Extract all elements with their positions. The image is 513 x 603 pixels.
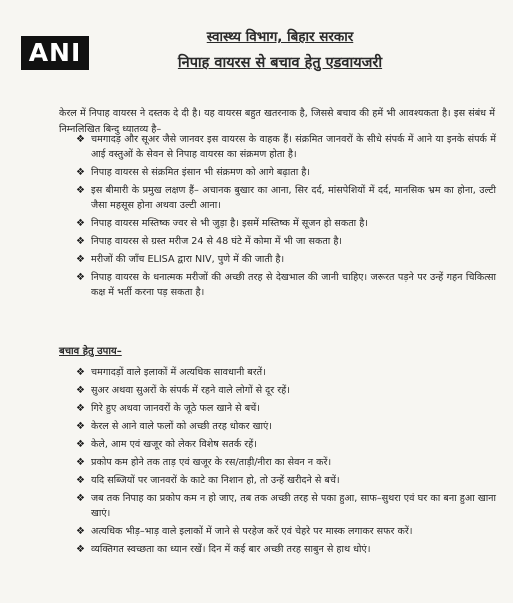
bullet-icon: ❖ [76, 526, 85, 537]
list-item [76, 419, 496, 434]
list-item-text: निपाह वायरस से संक्रमित इंसान भी संक्रमण को आगे बढ़ाता है। [91, 167, 311, 178]
list-item-text: यदि सब्जियों पर जानवरों के काटे का निशान हो, तो उन्हें खरीदने से बचें। [91, 475, 340, 486]
bullet-icon: ❖ [76, 236, 85, 247]
bullet-icon: ❖ [76, 439, 85, 450]
list-item [76, 365, 496, 380]
list-item [76, 524, 496, 539]
list-item-text: चमगादड़ और सूअर जैसे जानवर इस वायरस के वाहक हैं। संक्रमित जानवरों के सीधे संपर्क में आने या इनके संपर्क में आई वस्तुओं के सेवन से निपाह वायरस का संक्रमण होता है। [91, 134, 496, 160]
list-item-text: मरीजों की जाँच ELISA द्वारा NIV, पुणे में की जाती है। [91, 254, 285, 265]
bullet-icon: ❖ [76, 421, 85, 432]
ani-logo: ANI [21, 36, 89, 70]
prevention-heading: बचाव हेतु उपाय– [59, 346, 122, 357]
intro-paragraph: केरल में निपाह वायरस ने दस्तक दे दी है। यह वायरस बहुत खतरनाक है, जिससे बचाव की हमें भी आवश्यकता है। इस संबंध में निम्नलिखित बिन्दु ध्यातव्य है– [59, 107, 495, 135]
list-item-text: इस बीमारी के प्रमुख लक्षण हैं– अचानक बुखार का आना, सिर दर्द, मांसपेशियों में दर्द, मानसिक भ्रम का होना, उल्टी जैसा महसूस होना अथवा उल्टी आना। [91, 185, 496, 211]
bullet-icon: ❖ [76, 475, 85, 486]
list-item-text: चमगादड़ों वाले इलाकों में अत्यधिक सावधानी बरतें। [91, 367, 266, 378]
list-item-text: निपाह वायरस के धनात्मक मरीजों की अच्छी तरह से देखभाल की जानी चाहिए। जरूरत पड़ने पर उन्हें गहन चिकित्सा कक्ष में भर्ती करना पड़ सकता है। [91, 272, 496, 298]
advisory-title: निपाह वायरस से बचाव हेतु एडवायजरी [177, 55, 383, 71]
bullet-icon: ❖ [76, 134, 85, 145]
list-item-text: सुअर अथवा सुअरों के संपर्क में रहने वाले लोगों से दूर रहें। [91, 385, 290, 396]
advisory-points-list [76, 132, 496, 303]
bullet-icon: ❖ [76, 385, 85, 396]
bullet-icon: ❖ [76, 167, 85, 178]
bullet-icon: ❖ [76, 254, 85, 265]
list-item [76, 216, 496, 231]
department-heading: स्वास्थ्य विभाग, बिहार सरकार [206, 29, 354, 45]
bullet-icon: ❖ [76, 272, 85, 283]
list-item [76, 383, 496, 398]
list-item [76, 491, 496, 521]
list-item-text: गिरे हुए अथवा जानवरों के जूठे फल खाने से बचें। [91, 403, 260, 414]
list-item [76, 183, 496, 213]
list-item [76, 401, 496, 416]
list-item [76, 165, 496, 180]
bullet-icon: ❖ [76, 457, 85, 468]
list-item-text: जब तक निपाह का प्रकोप कम न हो जाए, तब तक अच्छी तरह से पका हुआ, साफ–सुथरा एवं घर का बना हुआ खाना खाएं। [91, 493, 496, 519]
list-item [76, 473, 496, 488]
bullet-icon: ❖ [76, 493, 85, 504]
prevention-list [76, 365, 496, 560]
list-item [76, 455, 496, 470]
list-item [76, 542, 496, 557]
list-item [76, 270, 496, 300]
bullet-icon: ❖ [76, 218, 85, 229]
list-item-text: व्यक्तिगत स्वच्छता का ध्यान रखें। दिन में कई बार अच्छी तरह साबुन से हाथ धोएं। [91, 544, 371, 555]
bullet-icon: ❖ [76, 185, 85, 196]
list-item [76, 132, 496, 162]
list-item-text: केले, आम एवं खजूर को लेकर विशेष सतर्क रहें। [91, 439, 257, 450]
bullet-icon: ❖ [76, 544, 85, 555]
bullet-icon: ❖ [76, 367, 85, 378]
list-item-text: निपाह वायरस से ग्रस्त मरीज 24 से 48 घंटे में कोमा में भी जा सकता है। [91, 236, 343, 247]
list-item-text: निपाह वायरस मस्तिष्क ज्वर से भी जुड़ा है। इसमें मस्तिष्क में सूजन हो सकता है। [91, 218, 368, 229]
list-item-text: प्रकोप कम होने तक ताड़ एवं खजूर के रस/ताड़ी/नीरा का सेवन न करें। [91, 457, 332, 468]
list-item [76, 234, 496, 249]
list-item [76, 252, 496, 267]
list-item-text: केरल से आने वाले फलों को अच्छी तरह धोकर खाएं। [91, 421, 272, 432]
list-item [76, 437, 496, 452]
bullet-icon: ❖ [76, 403, 85, 414]
list-item-text: अत्यधिक भीड़–भाड़ वाले इलाकों में जाने से परहेज करें एवं चेहरे पर मास्क लगाकर सफर करें। [91, 526, 413, 537]
